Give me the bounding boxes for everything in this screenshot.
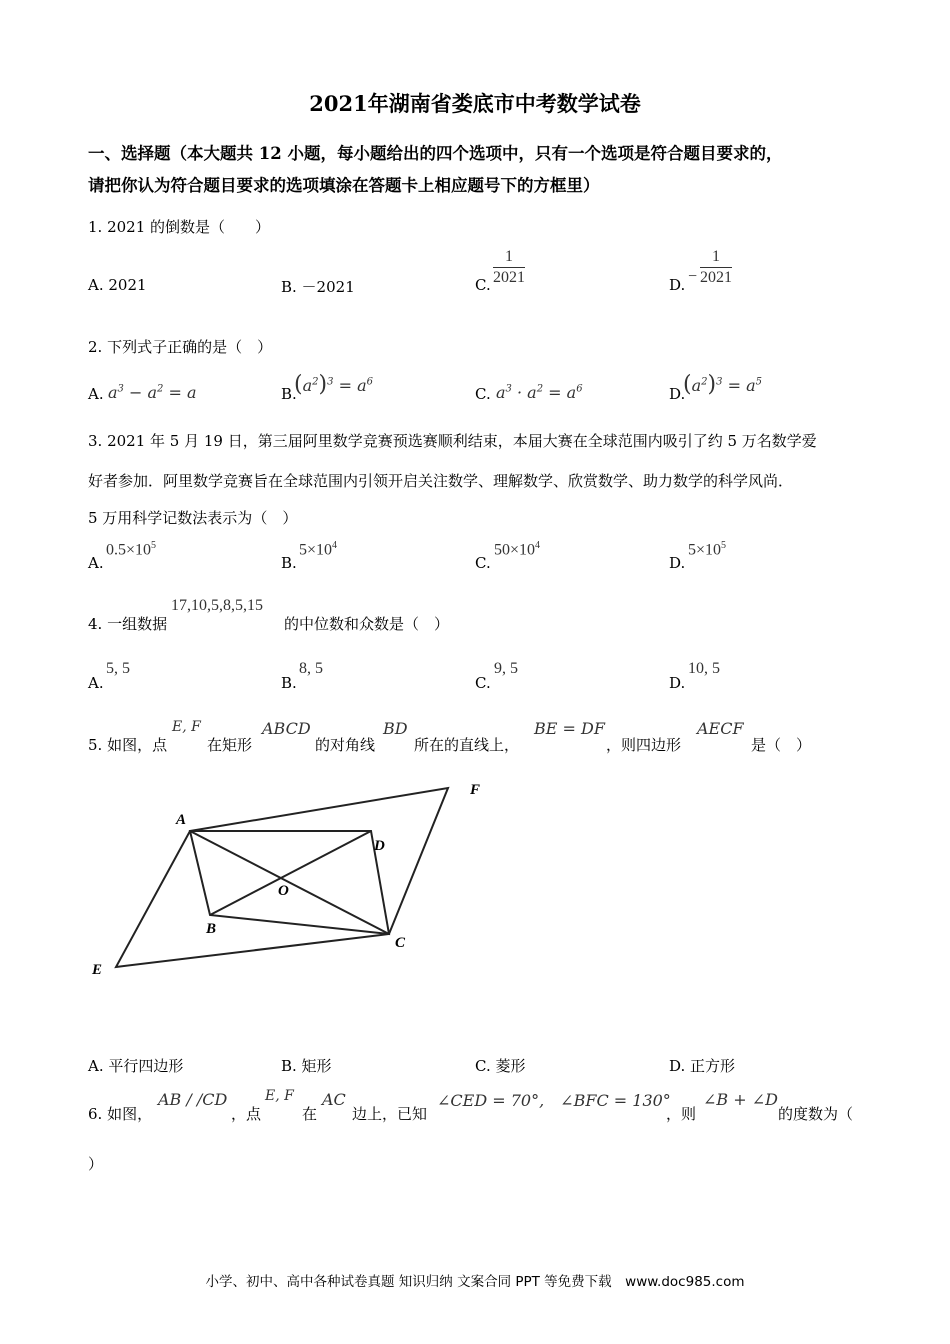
- q4-data-set: 17,10,5,8,5,15: [171, 597, 263, 614]
- q6-side-ac: AC: [322, 1090, 346, 1109]
- q1-option-d-label: D.: [669, 276, 686, 294]
- label-point-f: F: [470, 782, 481, 798]
- q6-stem-part4: 边上，已知: [352, 1105, 428, 1123]
- q2-option-a-formula: $a^3 - a^2 = a$: [108, 383, 197, 402]
- q1-option-a: A. 2021: [88, 276, 147, 294]
- page-title: 2021年湖南省娄底市中考数学试卷: [309, 91, 641, 116]
- q5-stem-part1: 5. 如图，点: [88, 736, 168, 754]
- q5-quad-aecf: AECF: [697, 719, 744, 738]
- q5-stem-part4: 所在的直线上，: [414, 736, 520, 754]
- q3-stem-line3: 5 万用科学记数法表示为（ ）: [88, 509, 298, 527]
- q1-option-b: B. －2021: [281, 278, 355, 296]
- q3-option-d-formula: $5\times 10^5$: [688, 540, 727, 559]
- q1-option-d-sign: −: [688, 268, 698, 285]
- q5-points-ef: E, F: [172, 719, 201, 735]
- q1-stem: 1. 2021 的倒数是（ ）: [88, 218, 271, 236]
- section-heading-line1: 一、选择题（本大题共 12 小题，每小题给出的四个选项中，只有一个选项是符合题目要求的，: [88, 144, 783, 163]
- q3-option-c-formula: $50\times 10^4$: [494, 540, 541, 559]
- label-point-c: C: [395, 935, 406, 951]
- q2-option-b-formula: $(a^2)^3 = a^6$: [294, 372, 373, 397]
- label-point-a: A: [176, 812, 187, 828]
- q1-option-d-fraction: [700, 248, 732, 287]
- q6-angles: ∠CED = 70°, ∠BFC = 130°: [437, 1091, 671, 1110]
- q5-diagonal-bd: BD: [383, 719, 408, 738]
- q4-option-d-label: D.: [669, 674, 686, 692]
- q6-angle-sum: ∠B + ∠D: [703, 1090, 778, 1109]
- q5-stem-part3: 的对角线: [315, 736, 376, 754]
- q1-option-c-label: C.: [475, 276, 491, 294]
- q3-stem-line1: 3. 2021 年 5 月 19 日，第三届阿里数学竞赛预选赛顺利结束，本届大赛在全球范围内吸引了约 5 万名数学爱: [88, 432, 817, 450]
- q5-figure: [80, 770, 510, 990]
- label-point-b: B: [206, 921, 217, 937]
- q2-stem: 2. 下列式子正确的是（ ）: [88, 338, 273, 356]
- q2-option-b-label: B.: [281, 385, 297, 403]
- q1-option-c-fraction: [493, 248, 525, 287]
- section-heading-line2: 请把你认为符合题目要求的选项填涂在答题卡上相应题号下的方框里）: [88, 176, 600, 195]
- label-point-d: D: [374, 838, 385, 854]
- q6-stem-part3: 在: [302, 1105, 318, 1123]
- q6-stem-part2: ，点: [231, 1105, 262, 1123]
- q4-option-b-value: 8, 5: [299, 660, 323, 677]
- label-point-e: E: [92, 962, 103, 978]
- q4-option-b-label: B.: [281, 674, 297, 692]
- fraction-denominator: 2021: [493, 269, 525, 286]
- q6-stem-part6: 的度数为（: [778, 1105, 854, 1123]
- q4-option-c-label: C.: [475, 674, 491, 692]
- q5-rect-abcd: ABCD: [262, 719, 311, 738]
- q4-option-c-value: 9, 5: [494, 660, 518, 677]
- q4-option-a-value: 5, 5: [106, 660, 130, 677]
- q3-option-c-label: C.: [475, 554, 491, 572]
- q4-stem-suffix: 的中位数和众数是（ ）: [284, 615, 450, 633]
- diagonal-ac: [190, 831, 389, 934]
- q2-option-c-formula: $a^3 \cdot a^2 = a^6$: [496, 383, 583, 402]
- q6-points-ef: E, F: [265, 1088, 294, 1104]
- q3-option-d-label: D.: [669, 554, 686, 572]
- q2-option-d-formula: $(a^2)^3 = a^5$: [683, 372, 762, 397]
- q4-option-a-label: A.: [88, 674, 104, 692]
- q5-stem-part6: 是（ ）: [751, 736, 812, 754]
- q5-stem-part5: ，则四边形: [606, 736, 682, 754]
- diagonal-bd: [210, 831, 371, 915]
- q5-option-b: B. 矩形: [281, 1057, 332, 1075]
- q4-stem-prefix: 4. 一组数据: [88, 615, 168, 633]
- q4-option-d-value: 10, 5: [688, 660, 720, 677]
- q6-stem-line2: ）: [88, 1155, 104, 1173]
- q6-parallel: AB / /CD: [158, 1090, 228, 1109]
- q5-option-a: A. 平行四边形: [88, 1057, 184, 1075]
- fraction-numerator: 1: [700, 248, 732, 268]
- q6-stem-part1: 6. 如图，: [88, 1105, 153, 1123]
- q2-option-d-label: D.: [669, 385, 686, 403]
- fraction-numerator: 1: [493, 248, 525, 268]
- fraction-denominator: 2021: [700, 269, 732, 286]
- q5-condition: BE = DF: [534, 719, 605, 738]
- q3-option-b-label: B.: [281, 554, 297, 572]
- q6-stem-part5: ，则: [666, 1105, 697, 1123]
- q5-option-c: C. 菱形: [475, 1057, 526, 1075]
- q3-option-a-label: A.: [88, 554, 104, 572]
- q5-option-d: D. 正方形: [669, 1057, 736, 1075]
- q3-option-a-formula: $0.5\times 10^5$: [106, 540, 157, 559]
- q2-option-a-label: A.: [88, 385, 104, 403]
- page-footer: 小学、初中、高中各种试卷真题 知识归纳 文案合同 PPT 等免费下载 www.doc985.com: [205, 1274, 745, 1290]
- q3-stem-line2: 好者参加．阿里数学竞赛旨在全球范围内引领开启关注数学、理解数学、欣赏数学、助力数学的科学风尚．: [88, 472, 794, 490]
- label-point-o: O: [278, 883, 289, 899]
- q3-option-b-formula: $5\times 10^4$: [299, 540, 338, 559]
- q5-stem-part2: 在矩形: [207, 736, 253, 754]
- q2-option-c-label: C.: [475, 385, 491, 403]
